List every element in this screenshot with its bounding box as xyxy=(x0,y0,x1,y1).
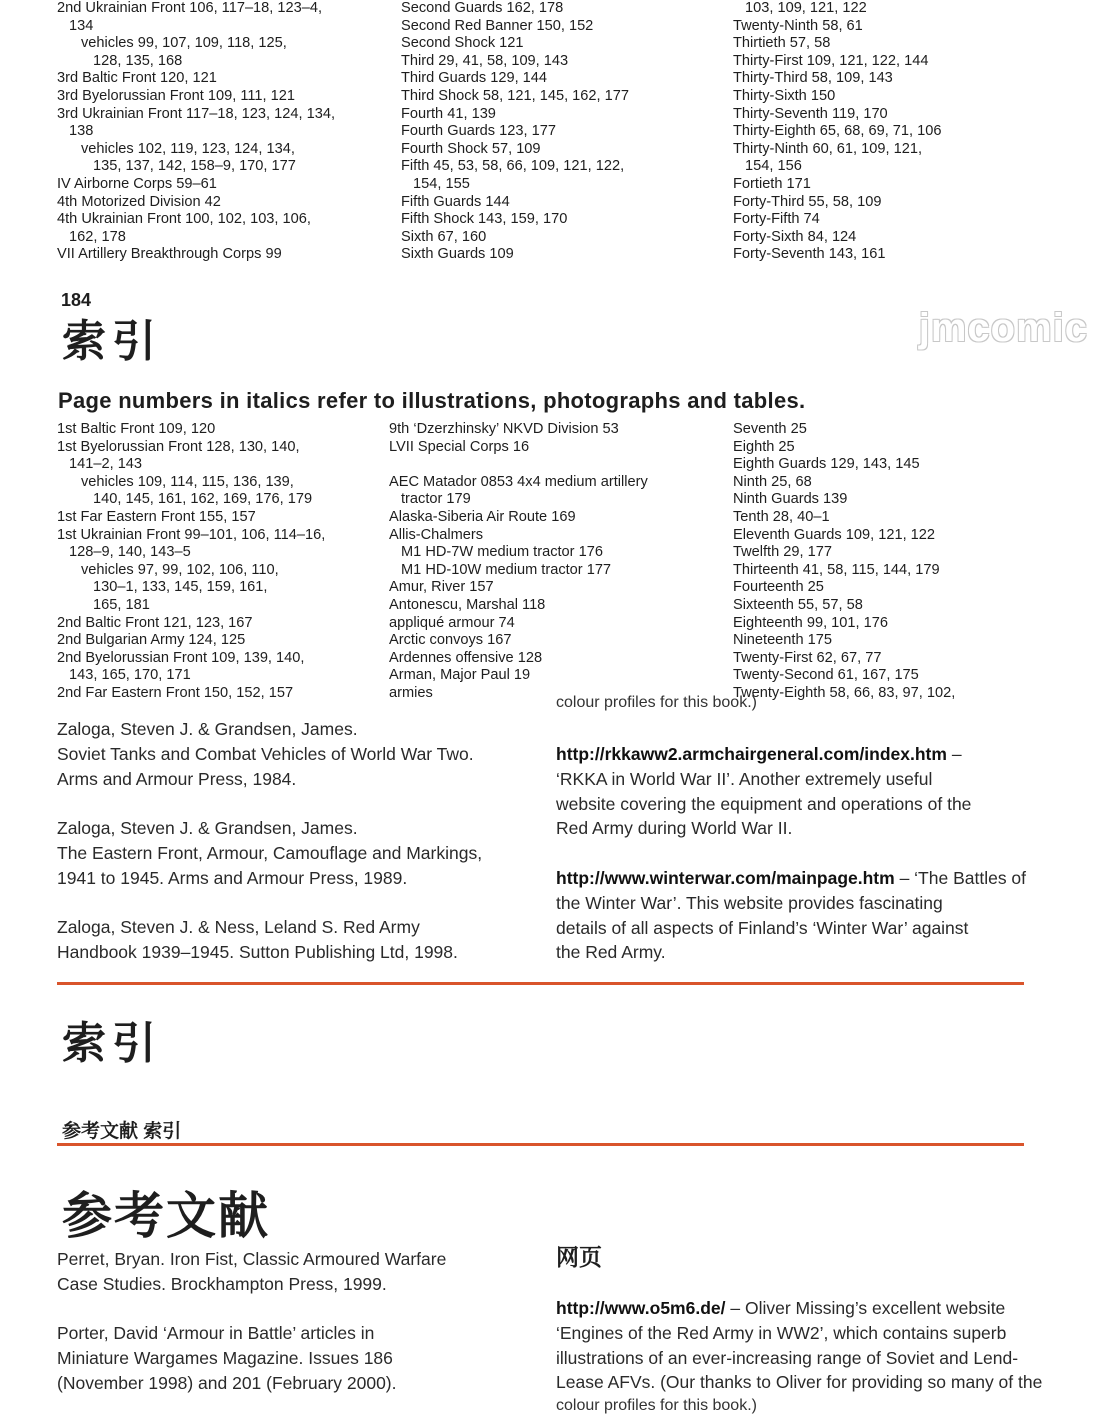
index-entry: AEC Matador 0853 4x4 medium artillery xyxy=(389,473,648,490)
index-entry: Fourth Guards 123, 177 xyxy=(401,123,556,140)
index-entry: Forty-Fifth 74 xyxy=(733,211,820,228)
italics-note: Page numbers in italics refer to illustrations, photographs and tables. xyxy=(58,388,806,413)
index-entry: Eighth Guards 129, 143, 145 xyxy=(733,456,920,473)
bottom-cut-line: colour profiles for this book.) xyxy=(556,1397,757,1414)
mid-index-col3 xyxy=(733,421,955,703)
index-title-cut-2: 索引 xyxy=(62,1019,162,1068)
watermark-logo: jmcomic xyxy=(918,306,1088,350)
spacer xyxy=(57,791,482,816)
index-entry: Twelfth 29, 177 xyxy=(733,544,832,561)
spacer xyxy=(57,891,482,916)
o5m6-desc-2: illustrations of an ever-increasing range of Soviet and Lend- xyxy=(556,1347,1019,1368)
index-entry: 1st Byelorussian Front 128, 130, 140, xyxy=(57,438,300,455)
index-entry: vehicles 102, 119, 123, 124, 134, xyxy=(81,140,295,157)
index-entry: 154, 156 xyxy=(745,158,802,175)
index-entry: 130–1, 133, 145, 159, 161, xyxy=(93,579,268,596)
index-entry: 9th ‘Dzerzhinsky’ NKVD Division 53 xyxy=(389,421,619,437)
bibliography-line: Case Studies. Brockhampton Press, 1999. xyxy=(57,1273,387,1294)
index-title-cut: 索引 xyxy=(62,317,162,366)
bibliography-bottom-right: http://www.o5m6.de/ – Oliver Missing’s excellent website ‘Engines of the Red Army in WW2’, which contains superb illustrations of an ever-increasing range of Soviet and Lend- Lease AFVs. (Our thanks to Oliver for providing so many of the xyxy=(556,1296,1042,1395)
index-entry: 2nd Ukrainian Front 106, 117–18, 123–4, xyxy=(57,0,323,16)
index-entry: LVII Special Corps 16 xyxy=(389,438,530,455)
index-entry: Second Guards 162, 178 xyxy=(401,0,564,16)
index-entry: Forty-Third 55, 58, 109 xyxy=(733,193,882,210)
index-entry: Fortieth 171 xyxy=(733,175,811,192)
bibliography-line: Zaloga, Steven J. & Grandsen, James. xyxy=(57,719,358,739)
index-entry: Thirteenth 41, 58, 115, 144, 179 xyxy=(733,561,940,578)
index-entry: IV Airborne Corps 59–61 xyxy=(57,175,217,192)
bibliography-line: Miniature Wargames Magazine. Issues 186 xyxy=(57,1348,393,1369)
index-entry: Sixth 67, 160 xyxy=(401,228,487,245)
orange-rule-1 xyxy=(57,982,1024,985)
index-entry: Thirty-First 109, 121, 122, 144 xyxy=(733,52,929,69)
index-entry: 162, 178 xyxy=(69,228,126,245)
index-entry: 165, 181 xyxy=(93,596,150,613)
rkkaww2-desc-3: Red Army during World War II. xyxy=(556,818,793,839)
index-entry: Fourteenth 25 xyxy=(733,579,824,596)
index-entry: Third 29, 41, 58, 109, 143 xyxy=(401,52,569,69)
bibliography-mid-left xyxy=(57,717,482,965)
index-entry: Thirtieth 57, 58 xyxy=(733,35,831,52)
index-entry: Seventh 25 xyxy=(733,421,807,437)
index-entry: Thirty-Seventh 119, 170 xyxy=(733,105,888,122)
index-entry: 2nd Baltic Front 121, 123, 167 xyxy=(57,614,253,631)
index-entry: 134 xyxy=(69,17,94,34)
index-entry: Second Shock 121 xyxy=(401,35,524,52)
index-entry: 128–9, 140, 143–5 xyxy=(69,544,191,561)
index-entry: Arman, Major Paul 19 xyxy=(389,667,531,684)
mid-index-col1 xyxy=(57,421,325,703)
index-entry: Fifth Shock 143, 159, 170 xyxy=(401,211,568,228)
references-title: 参考文献 xyxy=(62,1188,270,1244)
index-entry: Second Red Banner 150, 152 xyxy=(401,17,594,34)
link-winterwar[interactable]: http://www.winterwar.com/mainpage.htm xyxy=(556,867,895,888)
spacer xyxy=(57,1297,446,1322)
index-entry: 3rd Baltic Front 120, 121 xyxy=(57,70,217,87)
bibliography-line: (November 1998) and 201 (February 2000). xyxy=(57,1372,397,1393)
bibliography-line: Porter, David ‘Armour in Battle’ articles in xyxy=(57,1323,375,1344)
index-entry: Ninth 25, 68 xyxy=(733,473,812,490)
index-entry: 1st Ukrainian Front 99–101, 106, 114–16, xyxy=(57,526,326,543)
index-entry: Thirty-Sixth 150 xyxy=(733,87,836,104)
index-entry: 1st Far Eastern Front 155, 157 xyxy=(57,508,256,525)
index-entry: 143, 165, 170, 171 xyxy=(69,667,191,684)
index-entry: 3rd Ukrainian Front 117–18, 123, 124, 134, xyxy=(57,105,336,122)
orange-rule-2 xyxy=(57,1143,1024,1146)
index-entry: Tenth 28, 40–1 xyxy=(733,508,830,525)
rkkaww2-desc-2: website covering the equipment and operations of the xyxy=(556,793,972,814)
bibliography-line: Arms and Armour Press, 1984. xyxy=(57,768,297,789)
o5m6-desc-3: Lease AFVs. (Our thanks to Oliver for providing so many of the xyxy=(556,1372,1043,1393)
index-entry: VII Artillery Breakthrough Corps 99 xyxy=(57,246,282,263)
bibliography-mid-right: http://rkkaww2.armchairgeneral.com/index.htm – ‘RKKA in World War II’. Another extremely useful website covering the equipment and operations of the Red Army during World War II. http://www.winterwar.com/mainpage.htm – ‘The Battles of the Winter War’. This website provides fascinating details of all aspects of Finland’s ‘Winter War’ against the Red Army. xyxy=(556,742,1026,965)
index-entry: 4th Motorized Division 42 xyxy=(57,193,221,210)
index-entry: Ardennes offensive 128 xyxy=(389,649,543,666)
index-entry: 103, 109, 121, 122 xyxy=(745,0,867,16)
winterwar-desc-3: the Red Army. xyxy=(556,942,666,963)
index-entry: Fourth 41, 139 xyxy=(401,105,496,122)
index-entry: Allis-Chalmers xyxy=(389,526,484,543)
index-entry: Thirty-Third 58, 109, 143 xyxy=(733,70,893,87)
index-entry: 2nd Bulgarian Army 124, 125 xyxy=(57,632,246,649)
overlap-line: colour profiles for this book.) xyxy=(556,694,757,711)
index-entry: M1 HD-10W medium tractor 177 xyxy=(401,561,612,578)
bibliography-line: The Eastern Front, Armour, Camouflage and Markings, xyxy=(57,842,483,863)
running-head: 参考文献 索引 xyxy=(62,1121,182,1142)
index-entry: Forty-Seventh 143, 161 xyxy=(733,246,886,263)
bibliography-line: Handbook 1939–1945. Sutton Publishing Ltd, 1998. xyxy=(57,942,458,963)
top-index-col3 xyxy=(733,0,942,264)
index-entry: 138 xyxy=(69,123,94,140)
index-entry: appliqué armour 74 xyxy=(389,614,515,631)
index-entry: Eleventh Guards 109, 121, 122 xyxy=(733,526,936,543)
o5m6-desc-1: ‘Engines of the Red Army in WW2’, which contains superb xyxy=(556,1322,1007,1343)
top-index-col1 xyxy=(57,0,335,264)
mid-index-col2 xyxy=(389,421,648,703)
bibliography-line: 1941 to 1945. Arms and Armour Press, 1989. xyxy=(57,867,408,888)
index-entry: Arctic convoys 167 xyxy=(389,632,512,649)
web-section-title: 网页 xyxy=(556,1244,602,1270)
index-entry: Fifth 45, 53, 58, 66, 109, 121, 122, xyxy=(401,158,625,175)
index-entry xyxy=(389,456,648,474)
link-o5m6[interactable]: http://www.o5m6.de/ xyxy=(556,1298,726,1318)
index-entry: Amur, River 157 xyxy=(389,579,494,596)
winterwar-desc-2: details of all aspects of Finland’s ‘Winter War’ against xyxy=(556,917,969,938)
index-entry: Fourth Shock 57, 109 xyxy=(401,140,541,157)
index-entry: tractor 179 xyxy=(401,491,471,508)
index-entry: Twenty-First 62, 67, 77 xyxy=(733,649,882,666)
index-entry: Forty-Sixth 84, 124 xyxy=(733,228,857,245)
rkkaww2-desc-1: ‘RKKA in World War II’. Another extremely useful xyxy=(556,768,933,789)
top-index-col2 xyxy=(401,0,629,264)
index-entry: Twenty-Eighth 58, 66, 83, 97, 102, xyxy=(733,684,956,701)
link-rkkaww2[interactable]: http://rkkaww2.armchairgeneral.com/index.htm xyxy=(556,744,947,764)
index-entry: Ninth Guards 139 xyxy=(733,491,848,508)
winterwar-desc-1: the Winter War’. This website provides fascinating xyxy=(556,892,943,913)
bibliography-line: Zaloga, Steven J. & Grandsen, James. xyxy=(57,818,358,839)
page-number: 184 xyxy=(61,290,92,310)
index-entry: 4th Ukrainian Front 100, 102, 103, 106, xyxy=(57,211,311,228)
index-entry: vehicles 99, 107, 109, 118, 125, xyxy=(81,35,287,52)
index-entry: Third Shock 58, 121, 145, 162, 177 xyxy=(401,87,629,104)
index-entry: 2nd Byelorussian Front 109, 139, 140, xyxy=(57,649,305,666)
index-entry: 2nd Far Eastern Front 150, 152, 157 xyxy=(57,684,294,701)
index-entry: 128, 135, 168 xyxy=(93,52,183,69)
index-entry: vehicles 109, 114, 115, 136, 139, xyxy=(81,473,294,490)
index-entry: Alaska-Siberia Air Route 169 xyxy=(389,508,576,525)
index-entry: Eighth 25 xyxy=(733,438,795,455)
bibliography-line: Soviet Tanks and Combat Vehicles of World War Two. xyxy=(57,743,474,764)
index-entry: 141–2, 143 xyxy=(69,456,143,473)
index-entry: 3rd Byelorussian Front 109, 111, 121 xyxy=(57,87,295,104)
index-entry: Third Guards 129, 144 xyxy=(401,70,548,87)
index-entry: armies xyxy=(389,684,433,701)
index-entry: Twenty-Second 61, 167, 175 xyxy=(733,667,919,684)
index-entry: Thirty-Ninth 60, 61, 109, 121, xyxy=(733,140,923,157)
index-entry: Thirty-Eighth 65, 68, 69, 71, 106 xyxy=(733,123,942,140)
index-entry: Twenty-Ninth 58, 61 xyxy=(733,17,863,34)
index-entry: Antonescu, Marshal 118 xyxy=(389,596,546,613)
index-entry: 1st Baltic Front 109, 120 xyxy=(57,421,216,437)
index-entry: 140, 145, 161, 162, 169, 176, 179 xyxy=(93,491,313,508)
index-entry: M1 HD-7W medium tractor 176 xyxy=(401,544,603,561)
index-entry: 135, 137, 142, 158–9, 170, 177 xyxy=(93,158,296,175)
bibliography-line: Zaloga, Steven J. & Ness, Leland S. Red Army xyxy=(57,917,420,938)
index-entry: Nineteenth 175 xyxy=(733,632,832,649)
index-entry: Sixteenth 55, 57, 58 xyxy=(733,596,863,613)
bibliography-line: Perret, Bryan. Iron Fist, Classic Armoured Warfare xyxy=(57,1249,447,1269)
bibliography-bottom-left xyxy=(57,1247,446,1396)
index-entry: 154, 155 xyxy=(413,175,470,192)
index-entry: Eighteenth 99, 101, 176 xyxy=(733,614,888,631)
index-entry: Fifth Guards 144 xyxy=(401,193,510,210)
index-entry: vehicles 97, 99, 102, 106, 110, xyxy=(81,561,279,578)
index-entry: Sixth Guards 109 xyxy=(401,246,514,263)
